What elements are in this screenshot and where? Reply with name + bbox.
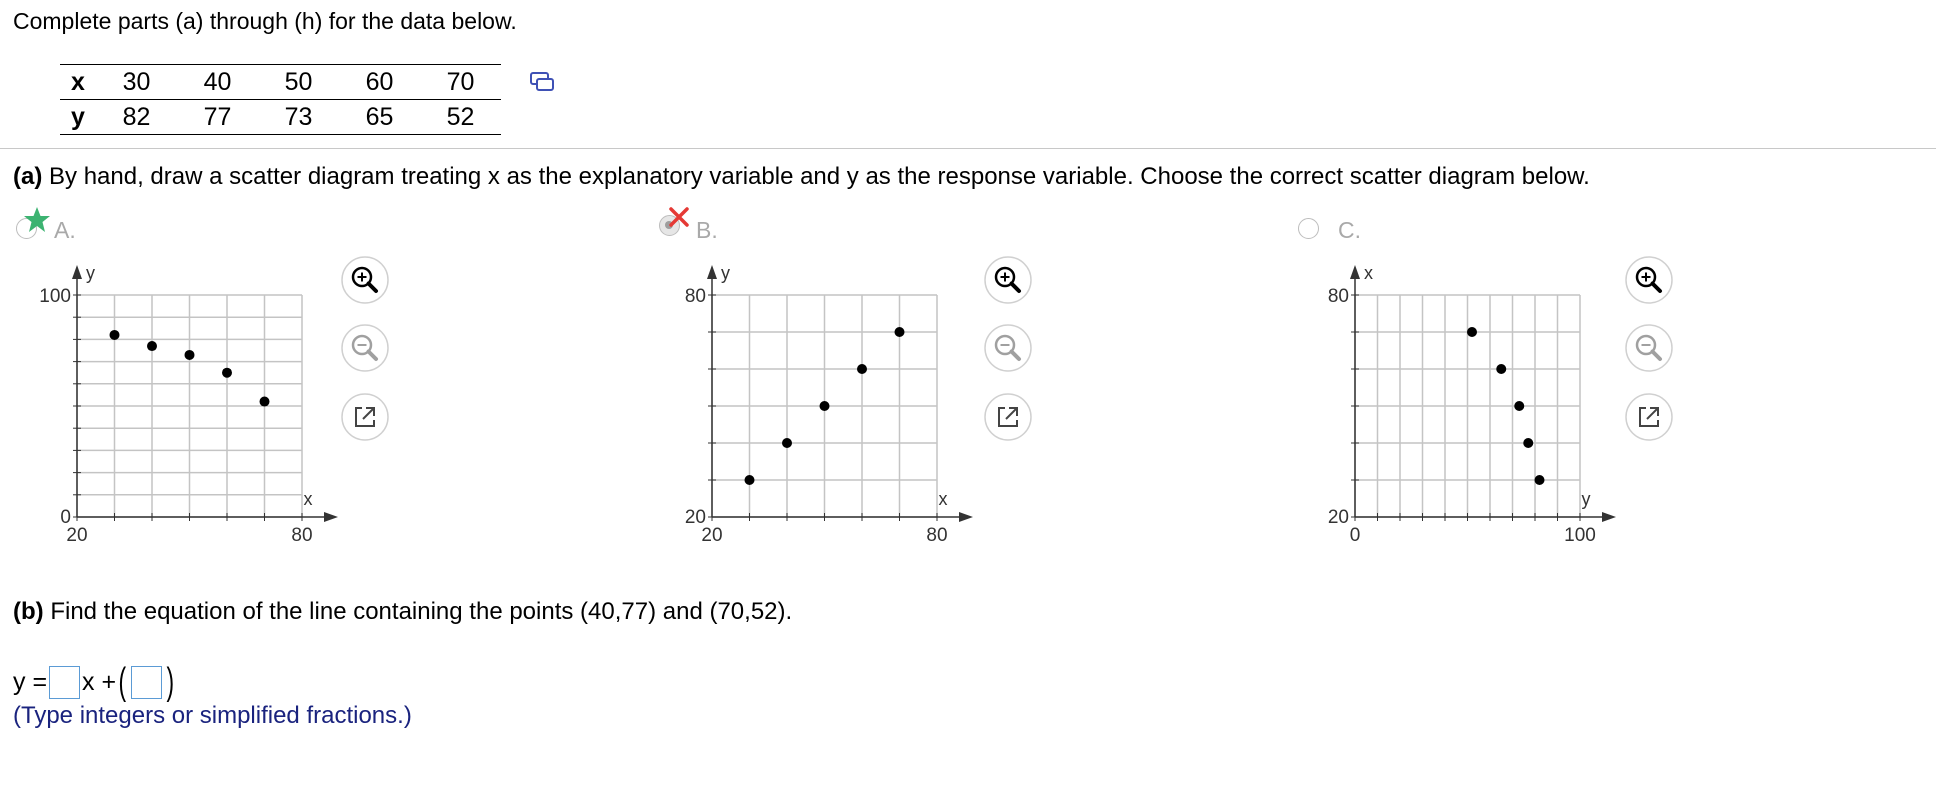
open-paren: (	[118, 661, 127, 703]
data-table-x-label: x	[60, 65, 96, 100]
open-in-new-window-icon	[340, 392, 390, 442]
equation-prefix: y =	[13, 667, 48, 696]
data-table-x-cell: 40	[177, 65, 258, 100]
data-table-row-y	[60, 100, 501, 135]
zoom-in-button[interactable]	[1624, 255, 1674, 305]
answer-hint: (Type integers or simplified fractions.)	[13, 702, 412, 729]
y-axis-arrow	[707, 265, 717, 279]
x-tick-label: 100	[1564, 525, 1596, 546]
zoom-in-icon	[1624, 255, 1674, 305]
part-a-question	[13, 163, 1590, 191]
data-table-y-cell: 77	[177, 100, 258, 135]
scatter-point	[895, 327, 905, 337]
y-tick-label: 0	[60, 507, 71, 528]
y-tick-label: 100	[39, 286, 71, 307]
scatter-point	[110, 330, 120, 340]
zoom-out-icon	[1624, 323, 1674, 373]
zoom-in-button[interactable]	[340, 255, 390, 305]
y-axis-arrow	[72, 265, 82, 279]
data-table-x-cell: 30	[96, 65, 177, 100]
scatter-point	[147, 341, 157, 351]
open-in-new-window-icon	[1624, 392, 1674, 442]
data-table-x-cell: 70	[420, 65, 501, 100]
y-axis-name: y	[721, 263, 730, 283]
close-paren: )	[166, 661, 174, 703]
data-table-row-x	[60, 65, 501, 100]
scatter-point	[185, 350, 195, 360]
equation-middle: x +	[82, 667, 117, 696]
scatter-point	[222, 368, 232, 378]
scatter-point	[745, 475, 755, 485]
x-tick-label: 80	[926, 525, 948, 546]
option-c-radio[interactable]	[1298, 218, 1319, 239]
y-tick-label: 20	[1327, 507, 1349, 528]
y-axis-arrow	[1350, 265, 1360, 279]
zoom-out-icon	[340, 323, 390, 373]
data-table-x-cell: 50	[258, 65, 339, 100]
x-tick-label: 20	[701, 525, 723, 546]
data-table-y-cell: 65	[339, 100, 420, 135]
data-table-y-cell: 73	[258, 100, 339, 135]
intercept-input[interactable]	[131, 666, 162, 699]
data-table-x-cell: 60	[339, 65, 420, 100]
correct-star-icon	[22, 205, 52, 235]
open-new-window-button[interactable]	[983, 392, 1033, 442]
incorrect-x-icon	[668, 206, 690, 228]
open-new-window-button[interactable]	[340, 392, 390, 442]
zoom-out-button[interactable]	[340, 323, 390, 373]
zoom-in-icon	[340, 255, 390, 305]
option-c-label[interactable]: C.	[1338, 217, 1361, 243]
open-new-window-button[interactable]	[1624, 392, 1674, 442]
zoom-in-button[interactable]	[983, 255, 1033, 305]
scatter-point	[260, 397, 270, 407]
part-b-label: (b)	[13, 598, 44, 625]
x-axis-arrow	[1602, 512, 1616, 522]
x-axis-name: y	[1581, 489, 1591, 509]
data-table-y-label: y	[60, 100, 96, 135]
option-a-label[interactable]: A.	[54, 217, 76, 243]
scatter-graph-option-c	[1328, 263, 1616, 546]
zoom-out-button[interactable]	[983, 323, 1033, 373]
part-b-text: Find the equation of the line containing the points (40,77) and (70,52).	[50, 598, 793, 625]
x-tick-label: 80	[291, 525, 313, 546]
equation-line	[13, 663, 176, 701]
data-table-y-cell: 82	[96, 100, 177, 135]
scatter-point	[782, 438, 792, 448]
scatter-point	[857, 364, 867, 374]
zoom-out-button[interactable]	[1624, 323, 1674, 373]
option-b-label[interactable]: B.	[696, 217, 718, 243]
scatter-point	[820, 401, 830, 411]
x-axis-arrow	[959, 512, 973, 522]
y-axis-name: x	[1364, 263, 1373, 283]
x-axis-name: x	[938, 489, 948, 509]
x-tick-label: 0	[1349, 525, 1361, 546]
y-tick-label: 80	[1327, 286, 1349, 307]
x-tick-label: 20	[66, 525, 88, 546]
zoom-in-icon	[983, 255, 1033, 305]
scatter-point	[1535, 475, 1545, 485]
part-a-label: (a)	[13, 163, 43, 190]
scatter-point	[1496, 364, 1506, 374]
data-table	[60, 64, 501, 135]
scatter-point	[1514, 401, 1524, 411]
part-a-text: By hand, draw a scatter diagram treating x as the explanatory variable and y as the response variable. Choose the correct scatter diagram below.	[49, 163, 1590, 190]
instructions: Complete parts (a) through (h) for the data below.	[13, 8, 517, 34]
scatter-point	[1467, 327, 1477, 337]
open-in-new-window-icon	[983, 392, 1033, 442]
slope-input[interactable]	[49, 666, 80, 699]
y-tick-label: 80	[684, 286, 706, 307]
x-axis-arrow	[324, 512, 338, 522]
copy-table-icon[interactable]	[529, 71, 555, 93]
x-axis-name: x	[303, 489, 313, 509]
y-axis-name: y	[86, 263, 95, 283]
section-divider	[0, 148, 1936, 149]
y-tick-label: 20	[684, 507, 706, 528]
scatter-point	[1523, 438, 1533, 448]
data-table-y-cell: 52	[420, 100, 501, 135]
zoom-out-icon	[983, 323, 1033, 373]
scatter-graph-option-b	[685, 263, 973, 546]
scatter-graph-option-a	[39, 263, 338, 546]
part-b-question	[13, 598, 792, 626]
